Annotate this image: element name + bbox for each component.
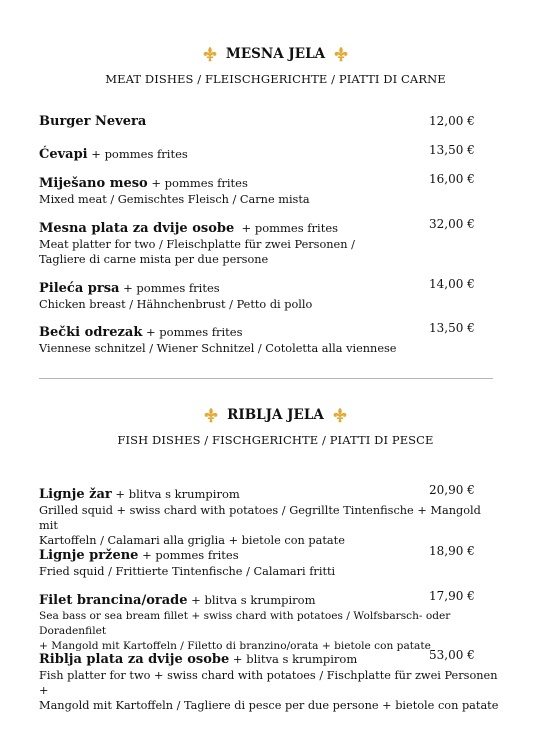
dish-name: Riblja plata za dvije osobe — [39, 652, 230, 667]
dish-side: + blitva s krumpirom — [229, 652, 358, 666]
dish-name: Lignje žar — [39, 487, 112, 502]
dish-name: Ćevapi — [39, 147, 88, 162]
dish-price: 20,90 € — [429, 483, 475, 497]
fish-section-header — [0, 407, 551, 447]
menu-item — [39, 217, 475, 267]
dish-description: Sea bass or sea bream fillet + swiss chard with potatoes / Wolfsbarsch- oder Doradenfilet — [39, 610, 451, 637]
dish-description: Mangold mit Kartoffeln / Tagliere di pesce per due persone + bietole con patate — [39, 699, 499, 712]
dish-side: + pommes frites — [87, 147, 188, 161]
dish-name: Miješano meso — [39, 176, 148, 191]
dish-side: + pommes frites — [119, 281, 220, 295]
dish-price: 18,90 € — [429, 544, 475, 558]
fish-section-title: RIBLJA JELA — [227, 407, 324, 423]
dish-name: Bečki odrezak — [39, 325, 143, 340]
dish-description: Chicken breast / Hähnchenbrust / Petto di pollo — [39, 298, 313, 311]
dish-price: 32,00 € — [429, 217, 475, 231]
dish-side: + pommes frites — [142, 325, 243, 339]
meat-section-title: MESNA JELA — [225, 46, 326, 62]
menu-item — [39, 114, 475, 129]
dish-description: Kartoffeln / Calamari alla griglia + bietole con patate — [39, 534, 345, 547]
dish-side: + blitva s krumpirom — [187, 593, 316, 607]
dish-side: + pommes frites — [147, 176, 248, 190]
dish-name: Lignje pržene — [39, 548, 139, 563]
menu-item — [39, 143, 475, 162]
dish-description: Fish platter for two + swiss chard with potatoes / Fischplatte für zwei Personen + — [39, 669, 498, 697]
dish-description: + Mangold mit Kartoffeln / Filetto di branzino/orata + bietole con patate — [39, 640, 431, 652]
dish-description: Tagliere di carne mista per due persone — [39, 253, 269, 266]
dish-price: 17,90 € — [429, 589, 475, 603]
menu-item — [39, 589, 519, 654]
fleur-de-lis-icon — [202, 46, 218, 62]
menu-item — [39, 277, 475, 312]
dish-price: 14,00 € — [429, 277, 475, 291]
menu-item — [39, 172, 475, 207]
dish-description: Fried squid / Frittierte Tintenfische / Calamari fritti — [39, 565, 336, 578]
dish-description: Meat platter for two / Fleischplatte für zwei Personen / — [39, 238, 355, 251]
fleur-de-lis-icon — [332, 407, 348, 423]
menu-item — [39, 483, 499, 548]
menu-item — [39, 544, 475, 579]
dish-name: Mesna plata za dvije osobe — [39, 221, 235, 236]
dish-side: + blitva s krumpirom — [111, 487, 240, 501]
dish-price: 12,00 € — [429, 114, 475, 128]
meat-section-title-row — [0, 46, 551, 62]
dish-price: 53,00 € — [429, 648, 475, 662]
fish-section-title-row — [0, 407, 551, 423]
meat-section-header — [0, 46, 551, 86]
dish-name: Filet brancina/orade — [39, 593, 188, 608]
menu-item — [39, 321, 475, 356]
dish-description: Grilled squid + swiss chard with potatoes / Gegrillte Tintenfische + Mangold mit — [39, 504, 481, 532]
dish-description: Mixed meat / Gemischtes Fleisch / Carne mista — [39, 193, 310, 206]
dish-price: 13,50 € — [429, 321, 475, 335]
menu-item — [39, 648, 499, 713]
fleur-de-lis-icon — [333, 46, 349, 62]
dish-name: Pileća prsa — [39, 281, 120, 296]
dish-price: 16,00 € — [429, 172, 475, 186]
dish-price: 13,50 € — [429, 143, 475, 157]
dish-name: Burger Nevera — [39, 114, 147, 129]
dish-description: Viennese schnitzel / Wiener Schnitzel / Cotoletta alla viennese — [39, 342, 397, 355]
section-divider — [39, 378, 493, 379]
dish-side: + pommes frites — [234, 221, 339, 235]
meat-section-subtitle: MEAT DISHES / FLEISCHGERICHTE / PIATTI DI CARNE — [105, 72, 446, 86]
dish-side: + pommes frites — [138, 548, 239, 562]
fleur-de-lis-icon — [203, 407, 219, 423]
fish-section-subtitle: FISH DISHES / FISCHGERICHTE / PIATTI DI PESCE — [117, 433, 434, 447]
